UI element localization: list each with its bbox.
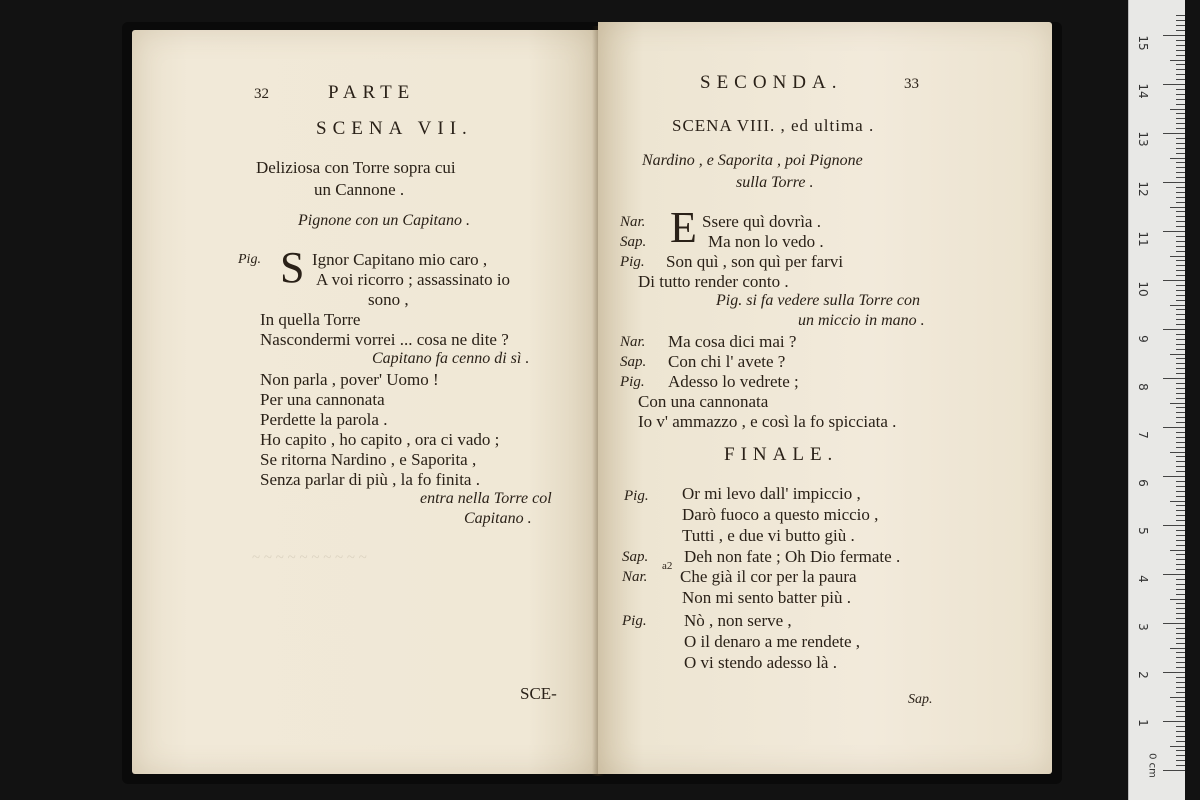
stage-direction: Capitano fa cenno di sì . — [372, 350, 530, 367]
ruler-tick — [1176, 295, 1185, 296]
ruler-tick — [1176, 64, 1185, 65]
ruler-tick — [1170, 697, 1185, 698]
ruler-tick — [1176, 300, 1185, 301]
ruler-tick — [1176, 530, 1185, 531]
finale-line: Nò , non serve , — [684, 611, 792, 630]
ruler-tick — [1170, 207, 1185, 208]
ruler-tick — [1163, 427, 1185, 428]
finale-line: Or mi levo dall' impiccio , — [682, 484, 861, 503]
ruler-tick — [1170, 599, 1185, 600]
ruler-tick — [1176, 486, 1185, 487]
ruler-tick — [1176, 711, 1185, 712]
ruler-tick — [1176, 393, 1185, 394]
ruler-tick — [1176, 750, 1185, 751]
running-head-right: SECONDA. — [700, 72, 843, 93]
ruler-tick — [1170, 550, 1185, 551]
ruler-tick — [1170, 354, 1185, 355]
ruler-tick — [1176, 221, 1185, 222]
ruler-tick — [1176, 760, 1185, 761]
ruler-tick — [1176, 412, 1185, 413]
ruler-tick — [1176, 104, 1185, 105]
ruler-tick — [1176, 456, 1185, 457]
ruler-tick — [1176, 662, 1185, 663]
ruler-tick — [1176, 407, 1185, 408]
ruler-tick — [1170, 256, 1185, 257]
ruler-tick — [1176, 515, 1185, 516]
ruler-tick — [1176, 417, 1185, 418]
ruler-tick — [1176, 334, 1185, 335]
ruler-tick — [1176, 153, 1185, 154]
ruler-tick — [1176, 285, 1185, 286]
ruler-tick — [1176, 638, 1185, 639]
ruler-tick — [1176, 398, 1185, 399]
scene-title-left: SCENA VII. — [316, 118, 473, 139]
ruler-tick — [1176, 442, 1185, 443]
ruler-tick — [1163, 231, 1185, 232]
ruler-tick — [1176, 290, 1185, 291]
left-page — [132, 30, 598, 774]
characters-right-1: Nardino , e Saporita , poi Pignone — [642, 152, 863, 169]
ruler-tick — [1163, 84, 1185, 85]
ruler-tick — [1170, 60, 1185, 61]
speaker-label: Pig. — [238, 252, 261, 267]
ruler-tick — [1163, 280, 1185, 281]
ruler-tick — [1163, 770, 1185, 771]
ruler-tick — [1176, 432, 1185, 433]
ruler-tick — [1176, 594, 1185, 595]
dialogue-line: Con chi l' avete ? — [668, 352, 786, 371]
speaker-label: Nar. — [620, 214, 646, 230]
speaker-label: Pig. — [620, 254, 645, 270]
ruler-tick — [1163, 476, 1185, 477]
ruler-tick — [1176, 736, 1185, 737]
ruler-tick — [1163, 182, 1185, 183]
ruler-tick — [1176, 236, 1185, 237]
ruler-tick — [1176, 211, 1185, 212]
ruler-tick — [1176, 633, 1185, 634]
verse-line: Ho capito , ho capito , ora ci vado ; — [260, 430, 500, 449]
ruler-number: 5 — [1136, 527, 1150, 535]
ruler-tick — [1176, 471, 1185, 472]
ruler-tick — [1176, 618, 1185, 619]
stage-direction: Capitano . — [464, 510, 532, 527]
ruler-tick — [1176, 138, 1185, 139]
ruler-tick — [1163, 525, 1185, 526]
speaker-label: Pig. — [622, 613, 647, 629]
ruler-tick — [1176, 226, 1185, 227]
ruler-tick — [1176, 69, 1185, 70]
verse-line: Non parla , pover' Uomo ! — [260, 370, 439, 389]
characters-right-2: sulla Torre . — [736, 174, 814, 191]
speaker-label: Nar. — [620, 334, 646, 350]
stage-direction: Pig. si fa vedere sulla Torre con — [716, 292, 920, 309]
ruler-tick — [1163, 574, 1185, 575]
ruler-tick — [1176, 466, 1185, 467]
scene-title-right: SCENA VIII. , ed ultima . — [672, 116, 875, 135]
ruler-tick — [1163, 378, 1185, 379]
verse-line: In quella Torre — [260, 310, 361, 329]
ruler-tick — [1176, 30, 1185, 31]
dialogue-line: Con una cannonata — [638, 392, 769, 411]
ruler-tick — [1176, 40, 1185, 41]
finale-line: O vi stendo adesso là . — [684, 653, 837, 672]
verse-line: sono , — [368, 290, 409, 309]
ruler-unit-label: 0 cm — [1146, 753, 1158, 778]
speaker-label: Pig. — [624, 488, 649, 504]
ruler-number: 10 — [1136, 281, 1150, 297]
ruler-tick — [1176, 172, 1185, 173]
ruler-tick — [1176, 589, 1185, 590]
ruler-tick — [1176, 148, 1185, 149]
ruler-tick — [1176, 540, 1185, 541]
ruler-tick — [1176, 643, 1185, 644]
ruler-tick — [1176, 667, 1185, 668]
ruler-tick — [1176, 15, 1185, 16]
ruler-number: 3 — [1136, 623, 1150, 631]
ruler-tick — [1176, 349, 1185, 350]
ruler-tick — [1176, 569, 1185, 570]
speaker-label: Nar. — [622, 569, 648, 585]
characters-left: Pignone con un Capitano . — [298, 212, 470, 229]
page-number-right: 33 — [904, 76, 919, 92]
ruler-tick — [1170, 305, 1185, 306]
verse-line: Perdette la parola . — [260, 410, 388, 429]
ruler-tick — [1176, 89, 1185, 90]
ruler-tick — [1176, 706, 1185, 707]
ruler-tick — [1176, 118, 1185, 119]
stage-direction: entra nella Torre col — [420, 490, 552, 507]
dialogue-line: Son quì , son quì per farvi — [666, 252, 844, 271]
ruler-tick — [1176, 422, 1185, 423]
ruler-tick — [1176, 613, 1185, 614]
ruler-tick — [1176, 731, 1185, 732]
ruler-tick — [1176, 755, 1185, 756]
ruler-tick — [1176, 579, 1185, 580]
finale-line: Non mi sento batter più . — [682, 588, 852, 607]
ruler-tick — [1176, 260, 1185, 261]
ruler-tick — [1176, 20, 1185, 21]
dialogue-line: Di tutto render conto . — [638, 272, 789, 291]
ruler-tick — [1170, 501, 1185, 502]
ruler-tick — [1176, 608, 1185, 609]
ruler-tick — [1176, 701, 1185, 702]
ruler-number: 2 — [1136, 671, 1150, 679]
ruler-tick — [1176, 79, 1185, 80]
ruler-tick — [1176, 251, 1185, 252]
ruler-tick — [1170, 158, 1185, 159]
ruler-tick — [1176, 123, 1185, 124]
ruler-number: 4 — [1136, 575, 1150, 583]
ruler-tick — [1176, 677, 1185, 678]
ruler-tick — [1176, 309, 1185, 310]
dialogue-line: Ma cosa dici mai ? — [668, 332, 797, 351]
ruler-number: 15 — [1136, 35, 1150, 51]
ruler-tick — [1176, 202, 1185, 203]
ruler-tick — [1163, 721, 1185, 722]
ruler-tick — [1176, 324, 1185, 325]
ruler-number: 12 — [1136, 181, 1150, 197]
ruler-number: 11 — [1136, 231, 1150, 247]
ruler-tick — [1176, 192, 1185, 193]
ruler-tick — [1176, 447, 1185, 448]
ruler-tick — [1176, 339, 1185, 340]
finale-line: Tutti , e due vi butto giù . — [682, 526, 855, 545]
dialogue-line: Io v' ammazzo , e così la fo spicciata . — [638, 412, 897, 431]
dialogue-line: Ma non lo vedo . — [708, 232, 824, 251]
ruler-tick — [1176, 216, 1185, 217]
ruler-tick — [1176, 275, 1185, 276]
ruler-tick — [1176, 652, 1185, 653]
bleed-through-text: ~ ~ ~ ~ ~ ~ ~ ~ ~ ~ — [252, 550, 367, 566]
ruler-tick — [1176, 143, 1185, 144]
ruler-tick — [1176, 687, 1185, 688]
ruler-tick — [1176, 167, 1185, 168]
ruler-tick — [1176, 657, 1185, 658]
ruler-tick — [1176, 25, 1185, 26]
ruler-tick — [1176, 481, 1185, 482]
ruler-tick — [1176, 265, 1185, 266]
ruler-tick — [1176, 50, 1185, 51]
ruler-tick — [1176, 461, 1185, 462]
ruler-tick — [1176, 505, 1185, 506]
drop-cap-left: S — [280, 243, 305, 292]
ruler-tick — [1176, 628, 1185, 629]
ruler-number: 6 — [1136, 479, 1150, 487]
finale-title: FINALE. — [724, 444, 839, 465]
verse-line: Per una cannonata — [260, 390, 385, 409]
finale-line: Che già il cor per la paura — [680, 567, 857, 586]
ruler-tick — [1163, 672, 1185, 673]
ruler-tick — [1176, 358, 1185, 359]
setting-line-2: un Cannone . — [314, 180, 405, 199]
speaker-label: Sap. — [622, 549, 649, 565]
ruler-tick — [1176, 74, 1185, 75]
ruler-tick — [1176, 603, 1185, 604]
ruler-number: 9 — [1136, 335, 1150, 343]
ruler-tick — [1176, 363, 1185, 364]
ruler-tick — [1176, 162, 1185, 163]
ruler-tick — [1176, 388, 1185, 389]
ruler-number: 13 — [1136, 131, 1150, 147]
finale-line: Deh non fate ; Oh Dio fermate . — [684, 547, 901, 566]
ruler-tick — [1170, 452, 1185, 453]
ruler-number: 1 — [1136, 719, 1150, 727]
ruler-tick — [1176, 545, 1185, 546]
verse-line: Nascondermi vorrei ... cosa ne dite ? — [260, 330, 509, 349]
ruler-tick — [1176, 270, 1185, 271]
ruler-number: 7 — [1136, 431, 1150, 439]
ruler-tick — [1176, 741, 1185, 742]
running-head-left: PARTE — [328, 82, 416, 103]
stage-direction: un miccio in mano . — [798, 312, 925, 329]
speaker-label: Sap. — [620, 234, 647, 250]
dialogue-line: Ssere quì dovrìa . — [702, 212, 821, 231]
ruler-tick — [1176, 765, 1185, 766]
finale-line: O il denaro a me rendete , — [684, 632, 861, 651]
ruler-tick — [1176, 682, 1185, 683]
a2-marker: a2 — [662, 560, 673, 572]
speaker-label: Sap. — [620, 354, 647, 370]
ruler-number: 8 — [1136, 383, 1150, 391]
ruler-tick — [1163, 623, 1185, 624]
verse-line: A voi ricorro ; assassinato io — [316, 270, 511, 289]
ruler-tick — [1176, 383, 1185, 384]
page-number-left: 32 — [254, 86, 269, 102]
ruler-tick — [1176, 128, 1185, 129]
measurement-ruler — [1128, 0, 1185, 800]
ruler-tick — [1176, 344, 1185, 345]
ruler-tick — [1163, 35, 1185, 36]
catchword-left: SCE- — [520, 684, 557, 703]
finale-line: Darò fuoco a questo miccio , — [682, 505, 879, 524]
ruler-number: 14 — [1136, 83, 1150, 99]
ruler-tick — [1176, 246, 1185, 247]
ruler-tick — [1176, 177, 1185, 178]
verse-line: Ignor Capitano mio caro , — [312, 250, 488, 269]
ruler-tick — [1176, 241, 1185, 242]
ruler-tick — [1176, 94, 1185, 95]
ruler-tick — [1170, 746, 1185, 747]
ruler-tick — [1176, 535, 1185, 536]
ruler-tick — [1176, 520, 1185, 521]
verse-line: Senza parlar di più , la fo finita . — [260, 470, 480, 489]
ruler-tick — [1163, 329, 1185, 330]
ruler-tick — [1176, 716, 1185, 717]
right-page — [598, 22, 1052, 774]
verse-line: Se ritorna Nardino , e Saporita , — [260, 450, 477, 469]
speaker-label: Pig. — [620, 374, 645, 390]
ruler-tick — [1176, 437, 1185, 438]
ruler-tick — [1176, 491, 1185, 492]
ruler-tick — [1176, 496, 1185, 497]
ruler-tick — [1176, 692, 1185, 693]
ruler-tick — [1163, 133, 1185, 134]
setting-line-1: Deliziosa con Torre sopra cui — [256, 158, 456, 177]
ruler-tick — [1176, 373, 1185, 374]
drop-cap-right: E — [670, 203, 697, 252]
ruler-tick — [1176, 726, 1185, 727]
ruler-tick — [1176, 559, 1185, 560]
ruler-tick — [1170, 109, 1185, 110]
ruler-tick — [1176, 55, 1185, 56]
ruler-tick — [1176, 564, 1185, 565]
ruler-tick — [1170, 403, 1185, 404]
ruler-tick — [1176, 510, 1185, 511]
ruler-tick — [1170, 648, 1185, 649]
ruler-tick — [1176, 113, 1185, 114]
ruler-tick — [1176, 99, 1185, 100]
ruler-tick — [1176, 187, 1185, 188]
ruler-tick — [1176, 197, 1185, 198]
catchword-right: Sap. — [908, 692, 933, 707]
ruler-tick — [1176, 314, 1185, 315]
ruler-tick — [1176, 45, 1185, 46]
ruler-tick — [1176, 554, 1185, 555]
ruler-tick — [1176, 584, 1185, 585]
dialogue-line: Adesso lo vedrete ; — [668, 372, 799, 391]
ruler-tick — [1176, 319, 1185, 320]
ruler-tick — [1176, 368, 1185, 369]
